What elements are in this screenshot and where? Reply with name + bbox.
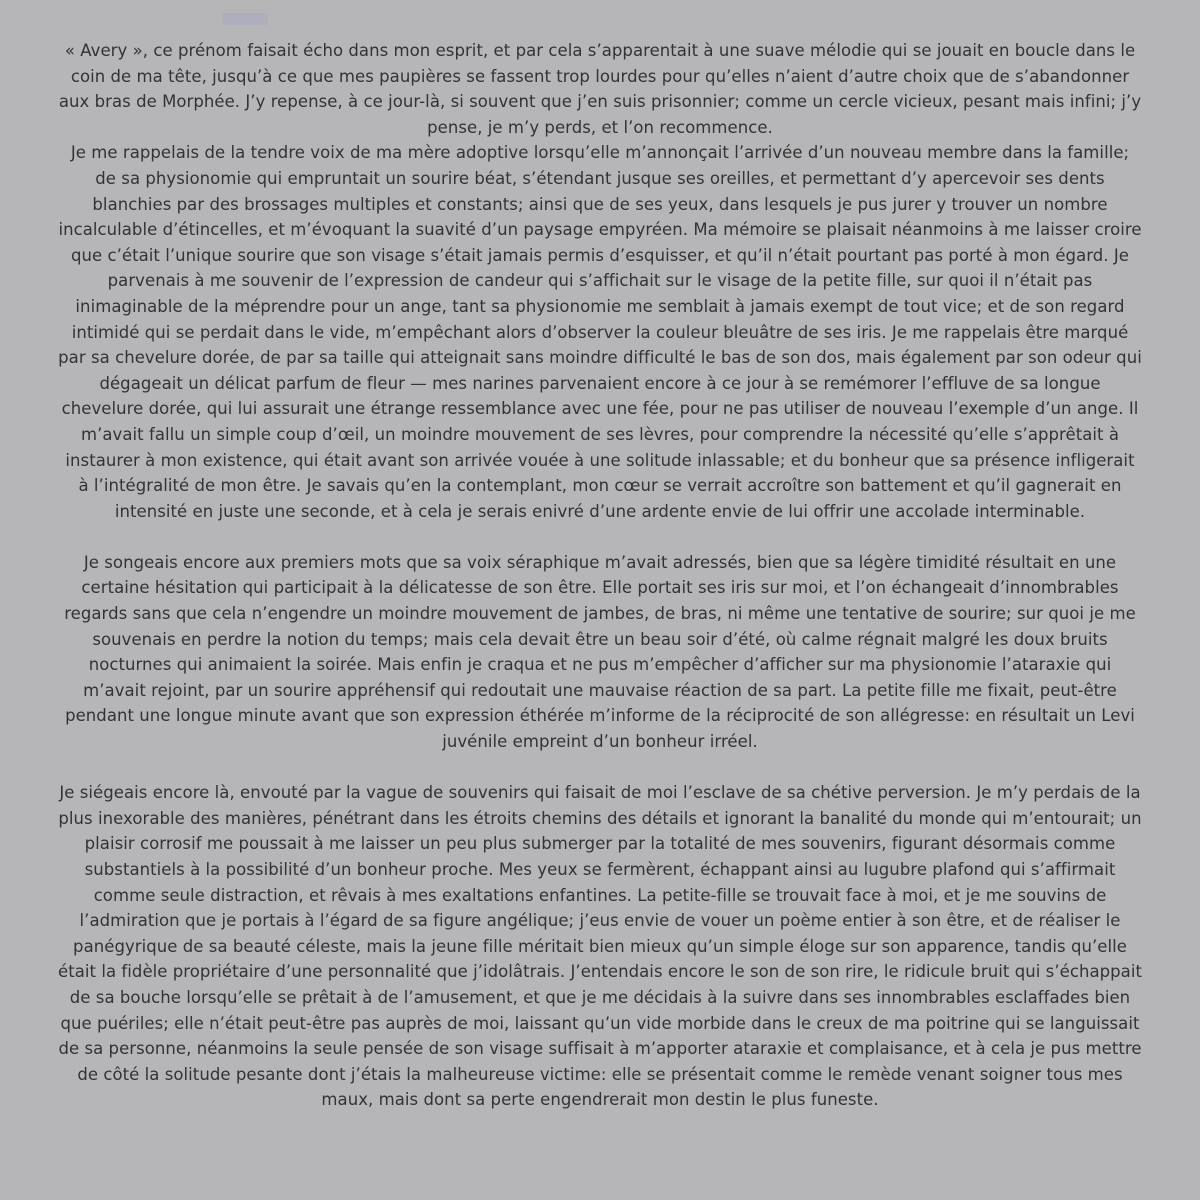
- document-body: [58, 38, 1142, 1113]
- paragraph-gap: [58, 524, 1142, 550]
- paragraph-2: Je me rappelais de la tendre voix de ma mère adoptive lorsqu’elle m’annonçait l’arrivée d’un nouveau membre dans la famille; de sa physionomie qui empruntait un sourire béat, s’étendant jusque ses oreilles, et permettant d’y apercevoir ses dents blanchies par des brossages multiples et constants; ainsi que de ses yeux, dans lesquels je pus jurer y trouver un nombre incalculable d’étincelles, et m’évoquant la suavité d’un paysage empyréen. Ma mémoire se plaisait néanmoins à me laisser croire que c’était l’unique sourire que son visage s’était jamais permis d’esquisser, et qu’il n’était pourtant pas porté à mon égard. Je parvenais à me souvenir de l’expression de candeur qui s’affichait sur le visage de la petite fille, sur quoi il n’était pas inimaginable de la méprendre pour un ange, tant sa physionomie me semblait à jamais exempt de tout vice; et de son regard intimidé qui se perdait dans le vide, m’empêchant alors d’observer la couleur bleuâtre de ses iris. Je me rappelais être marqué par sa chevelure dorée, de par sa taille qui atteignait sans moindre difficulté le bas de son dos, mais également par son odeur qui dégageait un délicat parfum de fleur — mes narines parvenaient encore à ce jour à se remémorer l’effluve de sa longue chevelure dorée, qui lui assurait une étrange ressemblance avec une fée, pour ne pas utiliser de nouveau l’exemple d’un ange. Il m’avait fallu un simple coup d’œil, un moindre mouvement de ses lèvres, pour comprendre la nécessité qu’elle s’apprêtait à instaurer à mon existence, qui était avant son arrivée vouée à une solitude inlassable; et du bonheur que sa présence infligerait à l’intégralité de mon être. Je savais qu’en la contemplant, mon cœur se verrait accroître son battement et qu’il gagnerait en intensité en juste une seconde, et à cela je serais enivré d’une ardente envie de lui offrir une accolade interminable.: [58, 143, 1142, 521]
- paragraph-1: « Avery », ce prénom faisait écho dans mon esprit, et par cela s’apparentait à une suave mélodie qui se jouait en boucle dans le coin de ma tête, jusqu’à ce que mes paupières se fassent trop lourdes pour qu’elles n’aient d’autre choix que de s’abandonner aux bras de Morphée. J’y repense, à ce jour-là, si souvent que j’en suis prisonnier; comme un cercle vicieux, pesant mais infini; j’y pense, je m’y perds, et l’on recommence.: [58, 41, 1142, 137]
- top-left-mark: [222, 13, 268, 25]
- paragraph-4: Je siégeais encore là, envouté par la vague de souvenirs qui faisait de moi l’esclave de sa chétive perversion. Je m’y perdais de la plus inexorable des manières, pénétrant dans les étroits chemins des détails et ignorant la banalité du monde qui m’entourait; un plaisir corrosif me poussait à me laisser un peu plus submerger par la totalité de mes souvenirs, figurant désormais comme substantiels à la possibilité d’un bonheur proche. Mes yeux se fermèrent, échappant ainsi au lugubre plafond qui s’affirmait comme seule distraction, et rêvais à mes exaltations enfantines. La petite-fille se trouvait face à moi, et je me souvins de l’admiration que je portais à l’égard de sa figure angélique; j’eus envie de vouer un poème entier à son être, et de réaliser le panégyrique de sa beauté céleste, mais la jeune fille méritait bien mieux qu’un simple éloge sur son apparence, tandis qu’elle était la fidèle propriétaire d’une personnalité que j’idolâtrais. J’entendais encore le son de son rire, le ridicule bruit qui s’échappait de sa bouche lorsqu’elle se prêtait à de l’amusement, et que je me décidais à la suivre dans ses innombrables esclaffades bien que puériles; elle n’était peut-être pas auprès de moi, laissant qu’un vide morbide dans le creux de ma poitrine qui se languissait de sa personne, néanmoins la seule pensée de son visage suffisait à m’apporter ataraxie et complaisance, et à cela je pus mettre de côté la solitude pesante dont j’étais la malheureuse victime: elle se présentait comme le remède venant soigner tous mes maux, mais dont sa perte engendrerait mon destin le plus funeste.: [58, 783, 1142, 1110]
- paragraph-3: Je songeais encore aux premiers mots que sa voix séraphique m’avait adressés, bien que sa légère timidité résultait en une certaine hésitation qui participait à la délicatesse de son être. Elle portait ses iris sur moi, et l’on échangeait d’innombrables regards sans que cela n’engendre un moindre mouvement de jambes, de bras, ni même une tentative de sourire; sur quoi je me souvenais en perdre la notion du temps; mais cela devait être un beau soir d’été, où calme régnait malgré les doux bruits nocturnes qui animaient la soirée. Mais enfin je craqua et ne pus m’empêcher d’afficher sur ma physionomie l’ataraxie qui m’avait rejoint, par un sourire appréhensif qui redoutait une mauvaise réaction de sa part. La petite fille me fixait, peut-être pendant une longue minute avant que son expression éthérée m’informe de la réciprocité de son allégresse: en résultait un Levi juvénile empreint d’un bonheur irréel.: [64, 552, 1136, 752]
- paragraph-gap: [58, 755, 1142, 781]
